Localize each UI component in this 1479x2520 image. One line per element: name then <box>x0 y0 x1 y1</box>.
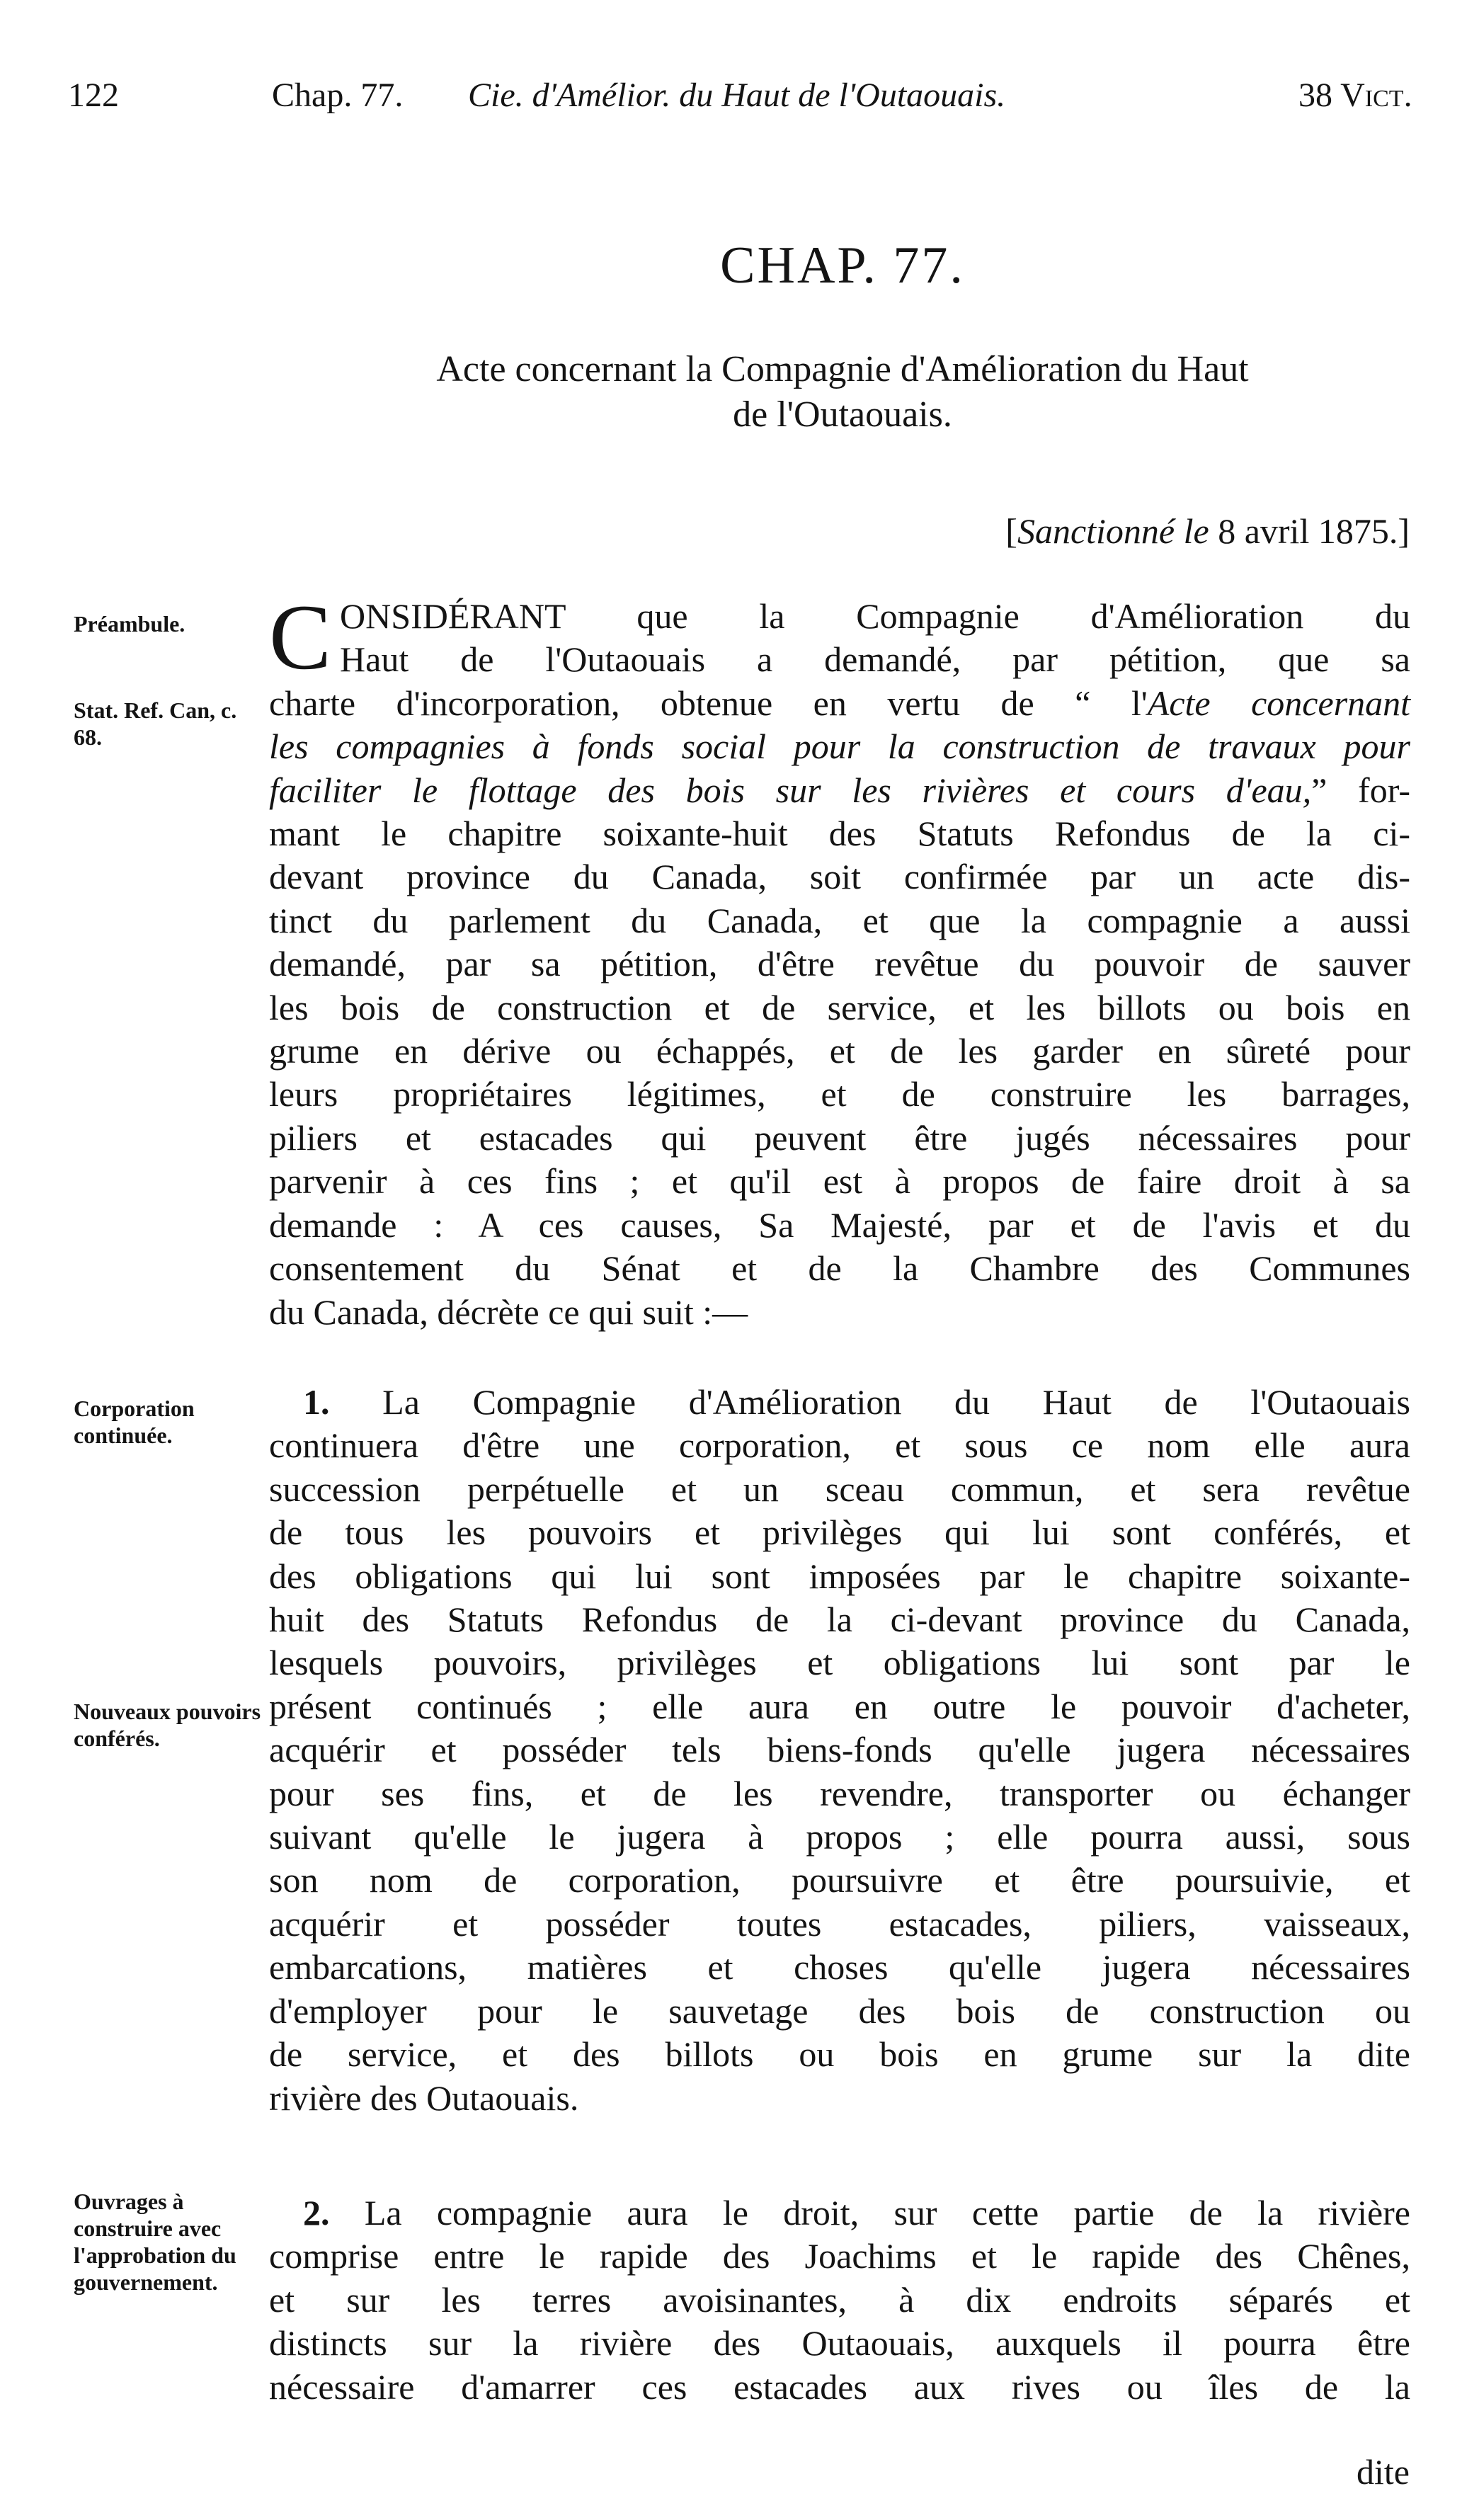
cited-act-title: Acte concernant <box>1147 683 1410 723</box>
text-line: d'employer pour le sauvetage des bois de construction ou <box>269 1990 1410 2031</box>
text-line: tinct du parlement du Canada, et que la compagnie a aussi <box>269 900 1410 940</box>
text-line: faciliter le flottage des bois sur les rivières et cours d'eau,” for- <box>269 770 1410 810</box>
section-number: 1. <box>303 1382 330 1422</box>
margin-note-preamble: Préambule. <box>74 611 185 637</box>
catchword: dite <box>1357 2452 1410 2492</box>
text-line: piliers et estacades qui peuvent être jugés nécessaires pour <box>269 1117 1410 1158</box>
text-line: les bois de construction et de service, et les billots ou bois en <box>269 987 1410 1027</box>
margin-note-corporation: Corporation continuée. <box>74 1396 195 1448</box>
text-line: demande : A ces causes, Sa Majesté, par et de l'avis et du <box>269 1204 1410 1245</box>
text-line: 2. La compagnie aura le droit, sur cette partie de la rivière <box>303 2193 1411 2233</box>
text-line: des obligations qui lui sont imposées par le chapitre soixante- <box>269 1556 1410 1596</box>
text-line: huit des Statuts Refondus de la ci-devant province du Canada, <box>269 1600 1410 1640</box>
assent-date: [Sanctionné le 8 avril 1875.] <box>1005 511 1410 551</box>
text-line: parvenir à ces fins ; et qu'il est à propos de faire droit à sa <box>269 1161 1410 1202</box>
chapter-title: CHAP. 77. <box>720 236 965 295</box>
text-line: les compagnies à fonds social pour la construction de travaux pour <box>269 726 1410 767</box>
text-line: pour ses fins, et de les revendre, transporter ou échanger <box>269 1773 1410 1813</box>
text-line: Haut de l'Outaouais a demandé, par pétition, que sa <box>340 639 1410 680</box>
text-line: présent continués ; elle aura en outre le pouvoir d'acheter, <box>269 1686 1410 1726</box>
text-line: mant le chapitre soixante-huit des Statuts Refondus de la ci- <box>269 814 1410 854</box>
text-line: acquérir et posséder tels biens-fonds qu'elle jugera nécessaires <box>269 1730 1410 1770</box>
text-line: acquérir et posséder toutes estacades, piliers, vaisseaux, <box>269 1903 1410 1944</box>
running-title: Cie. d'Amélior. du Haut de l'Outaouais. <box>468 76 1006 114</box>
text-line: leurs propriétaires légitimes, et de construire les barrages, <box>269 1074 1410 1114</box>
section-2 <box>269 2191 1410 2409</box>
act-title-line: Acte concernant la Compagnie d'Amélioration du Haut <box>436 349 1249 389</box>
text-line: de service, et des billots ou bois en grume sur la dite <box>269 2034 1410 2075</box>
assent-date-value: 8 avril 1875.] <box>1218 511 1410 551</box>
text-line: de tous les pouvoirs et privilèges qui lui sont conférés, et <box>269 1512 1410 1553</box>
margin-note-stat-ref: Stat. Ref. Can, c. 68. <box>74 697 237 750</box>
text-line: continuera d'être une corporation, et sous ce nom elle aura <box>269 1425 1410 1466</box>
text-line: son nom de corporation, poursuivre et être poursuivie, et <box>269 1860 1410 1900</box>
section-1 <box>269 1381 1410 2120</box>
text-line: du Canada, décrète ce qui suit :— <box>269 1292 748 1332</box>
text-line: embarcations, matières et choses qu'elle jugera nécessaires <box>269 1947 1410 1988</box>
text-line: distincts sur la rivière des Outaouais, auxquels il pourra être <box>269 2323 1410 2364</box>
header-chapter: Chap. 77. <box>272 76 404 114</box>
text-line: succession perpétuelle et un sceau commun, et sera revêtue <box>269 1469 1410 1509</box>
margin-note-works: Ouvrages à construire avec l'approbation du gouvernement. <box>74 2189 236 2295</box>
text-line: grume en dérive ou échappés, et de les garder en sûreté pour <box>269 1031 1410 1071</box>
text-line: 1. La Compagnie d'Amélioration du Haut de l'Outaouais <box>303 1382 1411 1422</box>
text-line: devant province du Canada, soit confirmée par un acte dis- <box>269 857 1410 897</box>
text-line: suivant qu'elle le jugera à propos ; elle pourra aussi, sous <box>269 1817 1410 1857</box>
text-line: demandé, par sa pétition, d'être revêtue du pouvoir de sauver <box>269 944 1410 984</box>
running-header <box>68 71 1413 120</box>
drop-cap: C <box>269 585 332 689</box>
regnal-year: 38 Vict. <box>1298 76 1412 114</box>
text-line: rivière des Outaouais. <box>269 2077 579 2118</box>
text-line: lesquels pouvoirs, privilèges et obligations lui sont par le <box>269 1643 1410 1683</box>
section-number: 2. <box>303 2193 330 2233</box>
text-line: comprise entre le rapide des Joachims et le rapide des Chênes, <box>269 2236 1410 2276</box>
page-number: 122 <box>68 76 119 114</box>
act-title <box>269 347 1416 438</box>
margin-note-new-powers: Nouveaux pouvoirs conférés. <box>74 1699 261 1751</box>
assent-label: Sanctionné le <box>1017 511 1209 551</box>
text-line: consentement du Sénat et de la Chambre des Communes <box>269 1248 1410 1289</box>
text-line: et sur les terres avoisinantes, à dix endroits séparés et <box>269 2279 1410 2320</box>
text-line: ONSIDÉRANT que la Compagnie d'Amélioration du <box>340 596 1410 636</box>
act-title-line: de l'Outaouais. <box>733 394 952 435</box>
text-line: nécessaire d'amarrer ces estacades aux rives ou îles de la <box>269 2366 1410 2407</box>
text-line: charte d'incorporation, obtenue en vertu de “ l'Acte concernant <box>269 683 1410 723</box>
preamble-paragraph <box>269 585 1410 1334</box>
